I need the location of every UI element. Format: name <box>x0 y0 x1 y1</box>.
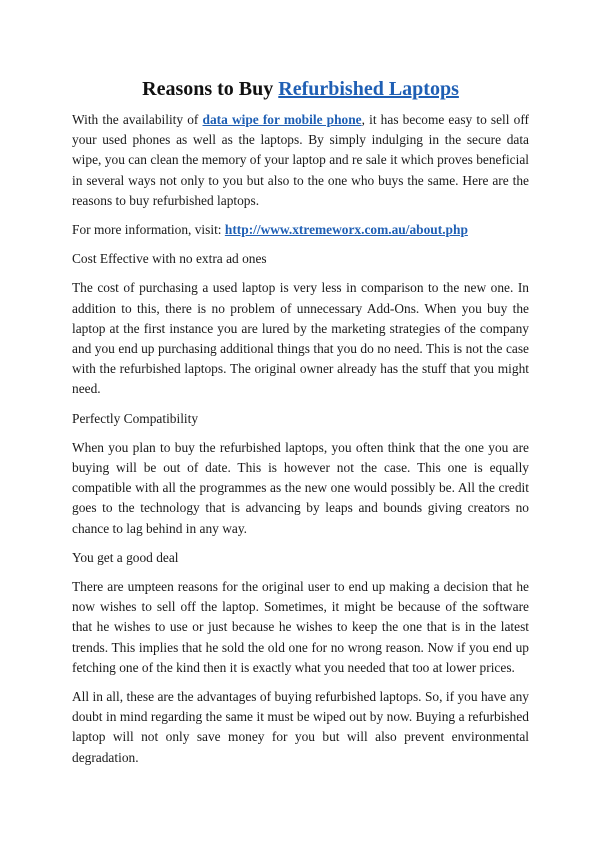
section-heading-cost: Cost Effective with no extra ad ones <box>72 251 267 267</box>
section-heading-deal: You get a good deal <box>72 549 179 565</box>
section-heading-compatibility: Perfectly Compatibility <box>72 410 199 426</box>
page-title <box>72 76 529 102</box>
document-page <box>72 76 529 777</box>
section-body-cost: The cost of purchasing a used laptop is very less in comparison to the new one. In addition to this, there is no problem of unnecessary Add-Ons. When you buy the laptop at the first instance you are lured by the marketing strategies of the company and you end up purchasing additional things that you do no need. This is not the case with the refurbished laptops. The original owner already has the stuff that you might need. <box>72 280 529 397</box>
intro-paragraph <box>72 110 529 211</box>
more-info-label: For more information, visit: <box>72 222 225 238</box>
more-info-line <box>72 220 529 240</box>
section-body-compatibility: When you plan to buy the refurbished laptops, you often think that the one you are buying will be out of date. This is however not the case. This one is equally compatible with all the programmes as the new one would possibly be. All the credit goes to the technology that is advancing by leaps and bounds giving creators no chance to lag behind in any way. <box>72 439 529 536</box>
intro-after: , it has become easy to sell off your used phones as well as the laptops. By simply indulging in the secure data wipe, you can clean the memory of your laptop and re sale it which proves beneficial in several ways not only to you but also to the one who buys the same. Here are the reasons to buy refurbished laptops. <box>72 112 529 208</box>
section-body-deal: There are umpteen reasons for the original user to end up making a decision that he now wishes to sell off the laptop. Sometimes, it might be because of the software that he wishes to use or just because he wishes to keep the one that is in the latest trends. This implies that he sold the old one for no wrong reason. Now if you end up fetching one of the kind then it is exactly what you needed that too at lower prices. <box>72 579 529 675</box>
data-wipe-link[interactable]: data wipe for mobile phone <box>202 112 362 127</box>
title-link[interactable]: Refurbished Laptops <box>278 78 459 100</box>
conclusion-paragraph: All in all, these are the advantages of buying refurbished laptops. So, if you have any doubt in mind regarding the same it must be wiped out by now. Buying a refurbished laptop will not only save money for you but will also prevent environmental degradation. <box>72 689 529 765</box>
intro-before: With the availability of <box>72 112 203 127</box>
title-prefix: Reasons to Buy <box>142 78 279 100</box>
about-url-link[interactable]: http://www.xtremeworx.com.au/about.php <box>224 222 468 238</box>
